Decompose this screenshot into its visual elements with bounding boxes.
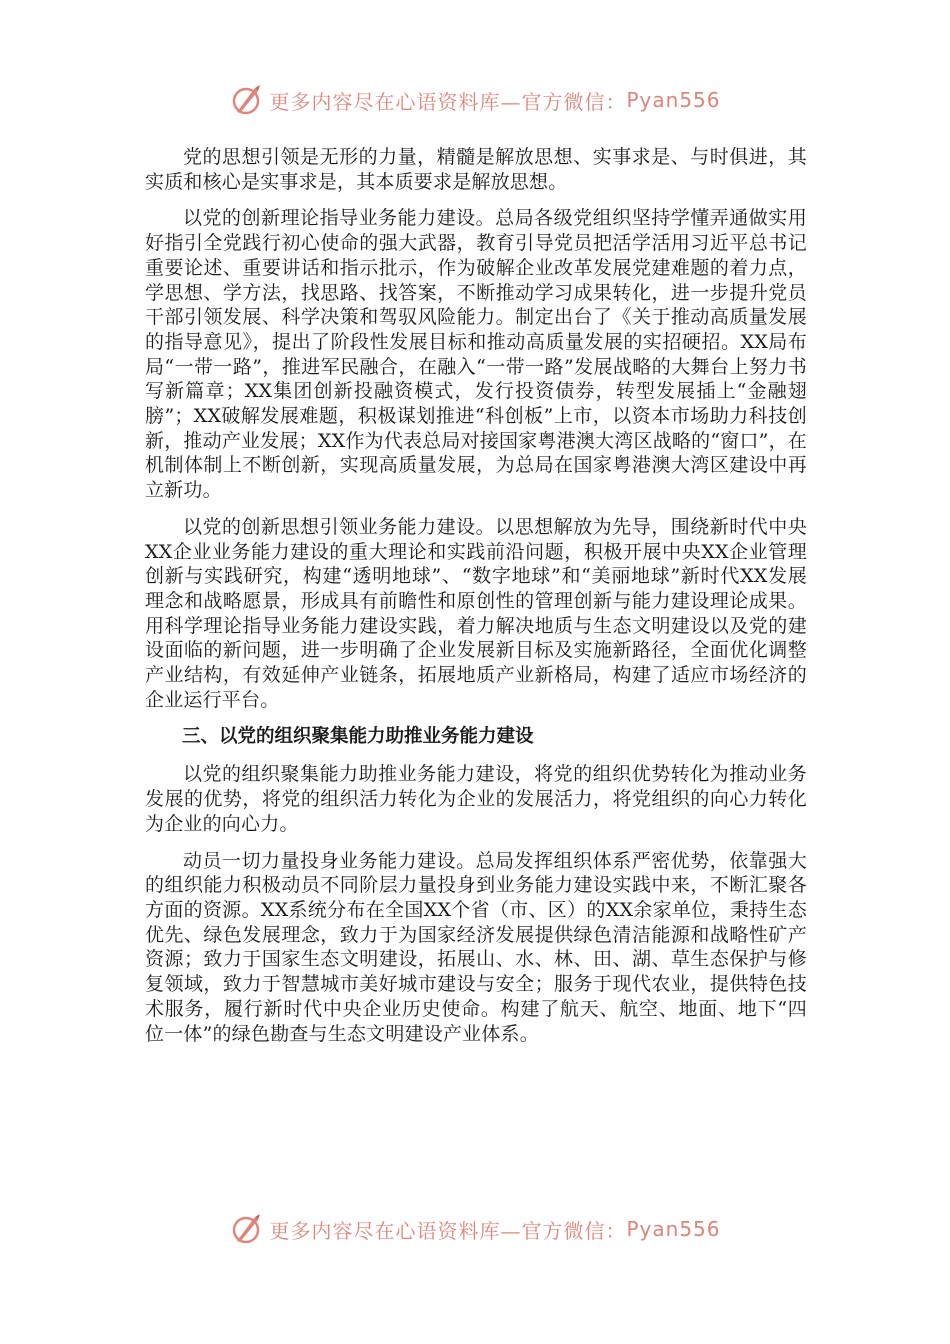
quill-pen-logo-icon [229, 83, 263, 117]
watermark-text: 更多内容尽在心语资料库—官方微信： [269, 1218, 627, 1243]
paragraph-5: 动员一切力量投身业务能力建设。总局发挥组织体系严密优势，依靠强大的组织能力积极动员不同阶层力量投身到业务能力建设实践中来，不断汇聚各方面的资源。XX系统分布在全国XX个省（市、区）的XX余家单位，秉持生态优先、绿色发展理念，致力于为国家经济发展提供绿色清洁能源和战略性矿产资源；致力于国家生态文明建设，拓展山、水、林、田、湖、草生态保护与修复领域，致力于智慧城市美好城市建设与安全；服务于现代农业，提供特色技术服务，履行新时代中央企业历史使命。构建了航天、航空、地面、地下“四位一体”的绿色勘查与生态文明建设产业体系。 [145, 849, 807, 1045]
watermark-header [0, 80, 950, 120]
watermark-footer [0, 1209, 950, 1249]
section-heading: 三、以党的组织聚集能力助推业务能力建设 [182, 726, 534, 748]
quill-pen-logo-icon [229, 1212, 263, 1246]
watermark-text: 更多内容尽在心语资料库—官方微信： [269, 89, 627, 114]
paragraph-4: 以党的组织聚集能力助推业务能力建设，将党的组织优势转化为推动业务发展的优势，将党的组织活力转化为企业的发展活力，将党组织的向心力转化为企业的向心力。 [145, 763, 807, 835]
watermark-wechat-id: Pyan556 [626, 1217, 721, 1241]
paragraph-1: 党的思想引领是无形的力量，精髓是解放思想、实事求是、与时俱进，其实质和核心是实事求是，其本质要求是解放思想。 [145, 146, 807, 193]
paragraph-3: 以党的创新思想引领业务能力建设。以思想解放为先导，围绕新时代中央XX企业业务能力建设的重大理论和实践前沿问题，积极开展中央XX企业管理创新与实践研究，构建“透明地球”、“数字地球”和“美丽地球”新时代XX发展理念和战略愿景，形成具有前瞻性和原创性的管理创新与能力建设理论成果。用科学理论指导业务能力建设实践，着力解决地质与生态文明建设以及党的建设面临的新问题，进一步明确了企业发展新目标及实施新路径，全面优化调整产业结构，有效延伸产业链条，拓展地质产业新格局，构建了适应市场经济的企业运行平台。 [145, 515, 807, 711]
paragraph-2: 以党的创新理论指导业务能力建设。总局各级党组织坚持学懂弄通做实用好指引全党践行初心使命的强大武器，教育引导党员把活学活用习近平总书记重要论述、重要讲话和指示批示，作为破解企业改革发展党建难题的着力点，学思想、学方法，找思路、找答案，不断推动学习成果转化，进一步提升党员干部引领发展、科学决策和驾驭风险能力。制定出台了《关于推动高质量发展的指导意见》，提出了阶段性发展目标和推动高质量发展的实招硬招。XX局布局“一带一路”，推进军民融合，在融入“一带一路”发展战略的大舞台上努力书写新篇章；XX集团创新投融资模式，发行投资债券，转型发展插上“金融翅膀”；XX破解发展难题，积极谋划推进“科创板”上市，以资本市场助力科技创新，推动产业发展；XX作为代表总局对接国家粤港澳大湾区战略的“窗口”，在机制体制上不断创新，实现高质量发展，为总局在国家粤港澳大湾区建设中再立新功。 [145, 207, 807, 502]
watermark-wechat-id: Pyan556 [626, 88, 721, 112]
document-body [145, 145, 807, 1058]
